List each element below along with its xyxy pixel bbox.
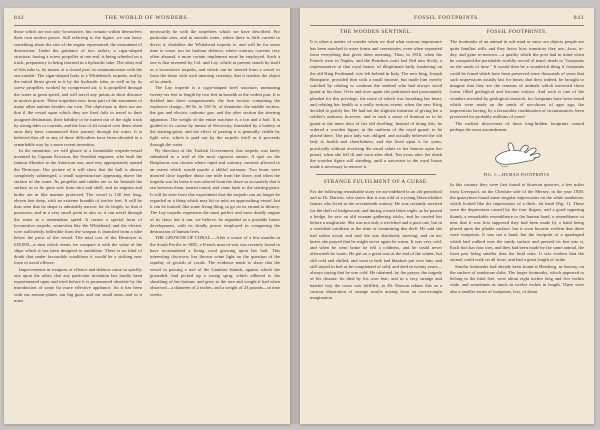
running-title: THE WORLD OF WONDERS.: [104, 15, 190, 21]
section-title: THE WOODEN SENTINEL.: [339, 29, 413, 35]
text-column-1: [310, 29, 442, 418]
paragraph: In the meantime, we will glance at a formidable torpedo-vessel invented by Captain Ericsson, the Swedish engineer, who built the famous Monitor in the American war, and very appropriately named the Destroyer. Our picture of it will show that the hull is almost completely submerged, a small superstructure appearing above the surface of the water. Its propeller and rudder are so far beneath the surface as to be quite safe from shot and shell, and its engines and boiler are in like manner protected. The vessel is 130 feet long, eleven feet deep, with an extreme breadth of twelve feet. It will be thus seen that its shape is admirably narrow for its length, so that it possesses, and in a very small point to aim at, it can travel through the water at a tremendous speed. It carries a special form of locomotive torpedo, somewhat like the Whitehead; and the electric wire sufficiently inflexible from the weapon is launched from a tube below the prow of the vessel. The total cost of the Destroyer is £30,000—a sum which seems we compare it with the value of the ships which it has been designed to annihilate. There is no kind of doubt that under favourable conditions it would be a striking new form of naval offence.: [14, 147, 142, 266]
figure: [450, 137, 584, 178]
paragraph: It is often a matter of wonder when we find what curious importance has been attached to mere forms and ceremonies, even when separated from everything that gives them meaning. Thus, in 1816, when the French were in Naples, and the Bourbon court had fled into Sicily, a representative of that royal house, of illegitimate birth, hankering on the old King Ferdinand, was left behind in Italy. The new king, Joseph Bonaparte, provided him with a small income, but made him merely watched by relating to continue the sentinel who had always stood guard at his door. Over and over again she petitioned and passionately pleaded for this privilege, the more of which was forsaking her heart, and relating her health to a really serious extent; when the new King decided to gratify her. He had not the slightest intention of giving her a soldier's uniform, however, and in such a sense of humour as to be guard at the inner door of her old dwelling. Instead of doing this, he ordered a wooden figure, in the uniform of the royal guard, to be placed there. The poor lady was obliged, and actually believed the old lady to health and cheerfulness; and she lived upon it for years, practically without receiving the usual salute to her honour upon her proud, when she fell ill and soon after died. Ten years after her death the wooden figure still standing, until a successor to the royal house made it necessary to remove it.: [310, 39, 442, 170]
right-page: [300, 8, 594, 424]
paragraph: In this country they were first found at Storeton quarries, a few miles from Liverpool, on the Cheshire side of the Mersey, in the year 1838; the quarrymen found some singular impressions on the white sandstone, which looked like the impressions of a thick, fat hand (Fig. 1). These were the depressions caused by the four fingers, and a good opposing thumb, a remarkable resemblance to the human hand, a resemblance so near that it was first supposed they had been made by a hand being placed upon the pliable surface, but it soon became evident that these were footprints. It was not a hand, but the footprint of a quadruped which had walked over the sandy surface and pressed its feet into it. Each foot has four toes, and they had been made by the same animal, the front pair being smaller than the hind ones. It was evident that the animal could walk on all fours, and had a great length of stride.: [450, 182, 584, 263]
section-title: STRANGE FULFILMENT OF A CURSE.: [323, 178, 429, 185]
section-title: FOSSIL FOOTPRINTS.: [486, 29, 548, 35]
paragraph: THE GROWTH OF CORAL.—After a cruise of a few months in the South Pacific in 1881, a French man-of-war was recently found to have accumulated a living coral growing upon her hull. This interesting discovery has thrown some light on the question of the rapidity of growth of corals. The evidence tends to show that the vessel in passing a reef of the Gambier Islands, against which she grounded, had picked up a young sprig, which adhered to the sheathing of her bottom, and grew to the size and weight it had when observed—a diameter of 2 inches, and a weight of 23 pounds—in nine weeks.: [150, 235, 280, 297]
footprint-illustration: [482, 137, 552, 171]
paragraph: Similar footmarks had already been found at Hessberg, in Saxony, on the surface of sandstone slabs. The larger footmarks, which appeared to belong to the hind feet, were about eight inches long and five inches wide, and sometimes as much as twelve inches in length. There were also a smaller series of footprints, less, of about: [450, 263, 584, 294]
figure-caption: FIG. 1.—HUMAN FOOTPRINTS.: [483, 172, 551, 177]
paragraph: Improvements in weapons of offence and defence come so quickly one upon the other, that any particular invention has hardly been experimented upon and tried before it is pronounced obsolete by the introduction of some far more effective appliance. So it has been with our armour-plates, our big guns, and our small arms, and so it must: [14, 266, 142, 303]
paragraph: By direction of the Turkish Government, this torpedo was lately submitted to a trial of the most rigorous nature. A spot on the Bosphorus was chosen where rapid and contrary currents allowed to an extent which would puzzle a skilful oarsman. Two boats were moored close together about one mile from the shore, and when the torpedo was let loose it was steered from the shore so accurately that it ran between them, turned round, and came back to the starting-point. It will be seen from this experiment that the torpedo can no longer be regarded as a thing which may hit or miss an approaching vessel, but it can be trained, like some living thing, to go on its errand to destroy. The Lay torpedo represents the most perfect and most deadly engine of its class; but it can, we believe, be regarded as a possible future development, with its deadly power employed in conquering the destruction of human lives.: [150, 147, 280, 234]
text-column-1: [14, 29, 142, 418]
paragraph: The footmarks of an animal in soft mud or snow are objects people are quite familiar with, and they know how transitory they are—how, to-day, and gone to-morrow—a quality which the poet had in mind when he compared the perishable worldly record of man's deeds to "footprints on the sands of time." It would then be a wonderful thing if footprints could be found which have been preserved since thousands of years that such impressions usually last for hours; that they, indeed, be brought to imagine that they are the remains of animals which traversed those forms filled geological and become extinct. And such is one of the wonders revealed by geological research, for footprints have been found which were made on the sands of sea-shores of ages ago, the impressions having, by a favourable combination of circumstances, been preserved for probably millions of years!: [450, 39, 584, 120]
running-title: FOSSIL FOOTPRINTS.: [414, 15, 480, 21]
page-number: 843: [573, 15, 584, 21]
left-page: [4, 8, 290, 424]
paragraph: necessarily be with the torpedoes which we have described. For particular uses, and in smooth water, where there is little current to divert it, doubtless the Whitehead torpedo is, and will be for some time to come, too for harbour defence, where contrary currents very often abound, a more certain implement must be employed. Such a one is that invented by Col. and Lay, which at present stands by itself as a locomotive torpedo, and which can be steered from a vessel or from the shore with such unerring certainty, that it reaches the object of its attack.: [150, 29, 280, 84]
book-gutter: [290, 8, 300, 424]
paragraph: The earliest discoveries of these long-hidden footprints caused perhaps the most astonishment.: [450, 120, 584, 132]
paragraph: For the following remarkable story we are indebted to an old periodical and to Dr. Darwin, who states that it was told of a young Warwickshire farmer who lived in the seventeenth century. He was certainly arrested for the theft of hedgewood; and during a most bitter night, as he passed a hedge, he saw an old woman gathering sticks, and he carried her before a magistrate. She was not only a wretched and a poor one, but in a wretched condition at the time of committing this theft. He said she had stolen wood, and said she was absolutely starving; and on her knees she prayed that he might never again be warm. It was very cold, and when he went home he felt a coldness, and he could never afterwards be warm. He put on a great coat at the end of the winter, but still cold and chilled, and went to bed; had blankets put over him; and still stayed in bed as he complained of cold, and died in twenty years—always saying that he was cold. He obtained, by the prayer, the tragedy of his disease: he died by his own fear; and in a very strange and hateful way the curse was fulfilled, as Dr. Darwin relates this as a curious illustration of strange results arising from an overwrought imagination.: [310, 188, 442, 300]
running-head: [14, 15, 280, 26]
paragraph: those which are not only locomotive, but contain within themselves their own motive power. Still referring to the figure, we can fancy something about the size of the engine represented, the instrument of destruction. Under the guidance of two sailors, a cigar-shaped structure, having a screw propeller at one end, is being wheeled on a truck, preparatory to being inserted in a hydraulic tube. The other end of this tube is, by means of a closed port, in communication with the sea outside. The cigar-shaped body is a Whitehead's torpedo, and by the initial thrust given to it by the hydraulic tube, as well as by its screw propeller, worked by compressed air, it is propelled through the water at great speed, and will travel any points at short distance in motive power. These torpedoes now form part of the armament of many other nations besides our own. The objections to their use are that if the vessel upon which they are fired fails to travel to their assigned destination, their liability to be turned out of the right track by strong tides or currents, and the loss of all control over them when once they have commenced their journey through the water. It is believed that all or any of these difficulties have been obviated in a remarkable way by a more recent invention.: [14, 29, 142, 147]
text-column-2: [150, 29, 280, 418]
paragraph: The Lay torpedo is a cigar-shaped steel structure, measuring twenty-six feet in length by two feet in breadth at the widest part. It is divided into three compartments: the fore section containing the explosive charge—90 lb. to 150 lb. of dynamite; the middle section, the gas and electric carbonic gas; and the after section the steering apparatus. The weight of the entire machine is a ton and a half. It is guided to its course by means of electricity, furnished by a battery at the starting-point, and the effect of passing it is generally visible by light wire, which is paid out by the torpedo itself as it proceeds through the water.: [150, 85, 280, 147]
page-number: 842: [14, 15, 25, 21]
text-column-2: [450, 29, 584, 418]
running-head: [310, 15, 584, 26]
divider: [316, 174, 436, 175]
